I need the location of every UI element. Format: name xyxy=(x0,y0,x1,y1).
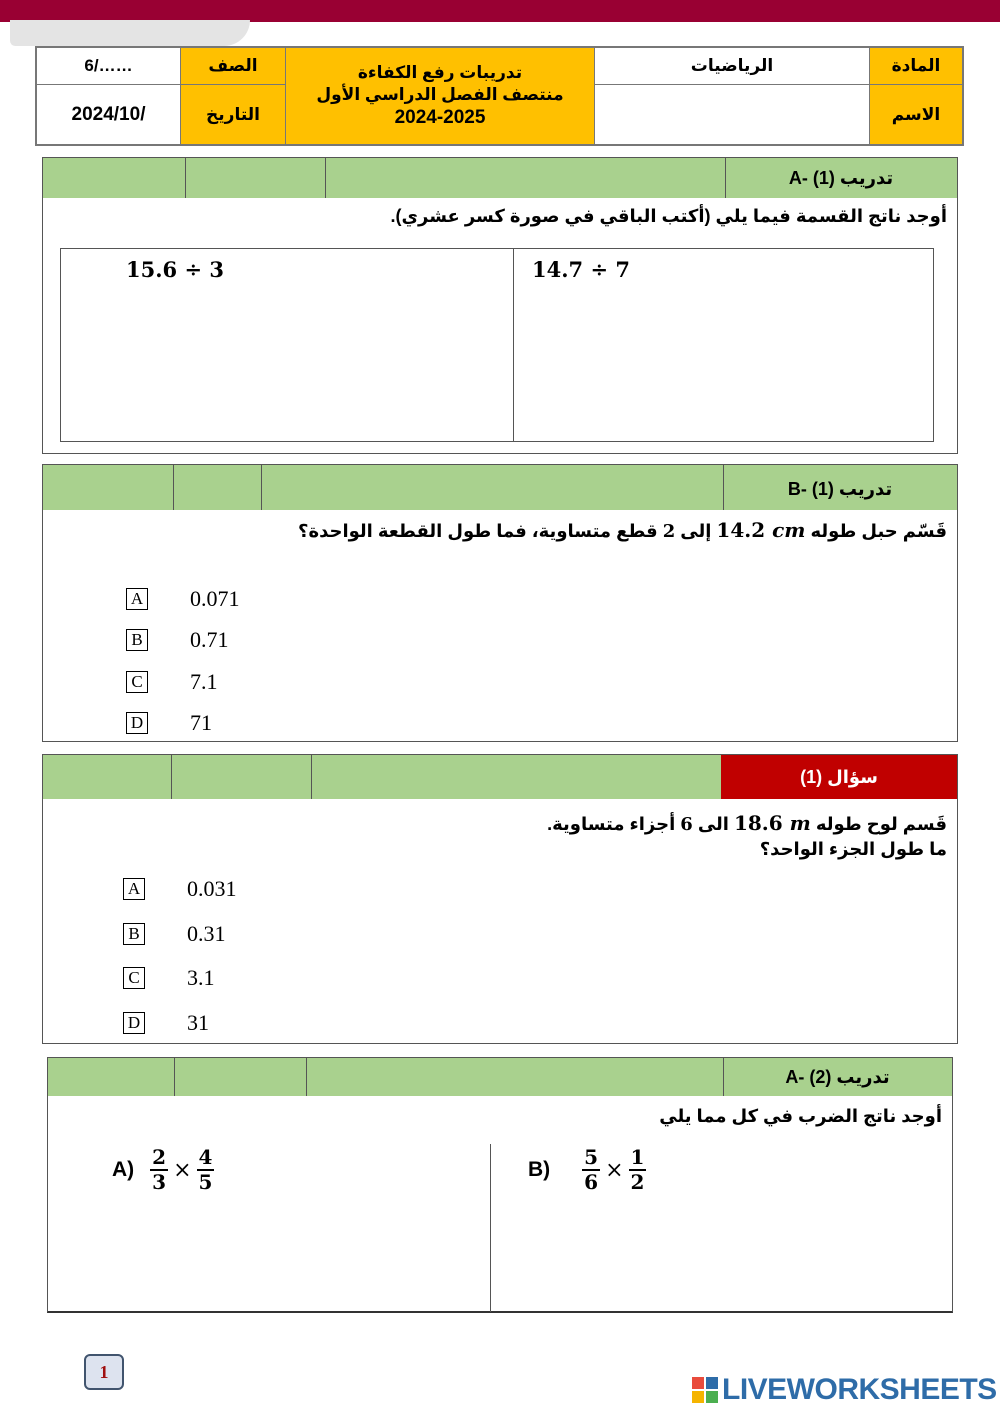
title-line-1: تدريبات رفع الكفاءة xyxy=(357,62,523,82)
section-2-label: تدريب (1) -B xyxy=(787,479,893,499)
option-d[interactable]: D 31 xyxy=(123,1011,145,1035)
section-2-body xyxy=(42,510,958,742)
top-banner xyxy=(0,0,1000,22)
title-line-2: منتصف الفصل الدراسي الأول xyxy=(316,84,564,104)
date-value: 2024/10/ xyxy=(36,84,181,145)
section-4-header xyxy=(47,1057,953,1097)
option-c[interactable]: C 7.1 xyxy=(126,670,148,694)
option-b[interactable]: B 0.71 xyxy=(126,628,148,652)
section-1-body xyxy=(42,198,958,454)
name-value[interactable] xyxy=(594,84,870,145)
top-banner-tab xyxy=(10,20,250,46)
section-1-label: تدريب (1) -A xyxy=(788,167,894,188)
section-3-label: سؤال (1) xyxy=(721,755,957,799)
section-4-body xyxy=(47,1096,953,1313)
logo-text: LIVEWORKSHEETS xyxy=(722,1373,997,1406)
subject-value: الرياضيات xyxy=(594,47,870,85)
name-label: الاسم xyxy=(869,84,963,145)
multiplication-problem-b: B) $\frac{5}{6}$ × $\frac{1}{2}$ xyxy=(528,1145,645,1194)
option-b[interactable]: B 0.31 xyxy=(123,922,145,946)
worksheet-title xyxy=(285,47,595,145)
class-value: 6/…… xyxy=(36,47,181,85)
section-3-question: قَسم لوح طوله 18.6 m الى 6 أجزاء متساوية. xyxy=(547,811,947,835)
rope-length: 14.2 cm xyxy=(716,518,806,542)
liveworksheets-logo[interactable] xyxy=(692,1372,997,1408)
page-number: 1 xyxy=(84,1354,124,1390)
section-3-question-line-2: ما طول الجزء الواحد؟ xyxy=(759,839,947,859)
section-1-instruction: أوجد ناتج القسمة فيما يلي (أكتب الباقي في صورة كسر عشري). xyxy=(390,206,947,226)
section-4-label: تدريب (2) -A xyxy=(785,1066,890,1087)
subject-label: المادة xyxy=(869,47,963,85)
class-label: الصف xyxy=(180,47,286,85)
board-length: 18.6 m xyxy=(733,811,811,835)
option-a[interactable]: A 0.031 xyxy=(123,877,145,901)
section-3-body xyxy=(42,799,958,1044)
date-label: التاريخ xyxy=(180,84,286,145)
section-3-header xyxy=(42,754,958,800)
section-2-header xyxy=(42,464,958,511)
option-c[interactable]: C 3.1 xyxy=(123,966,145,990)
option-a[interactable]: A 0.071 xyxy=(126,587,148,611)
header-table xyxy=(35,46,964,146)
section-2-question: قَسّم حبل طوله 14.2 cm إلى 2 قطع متساوية، فما طول القطعة الواحدة؟ xyxy=(298,518,947,542)
multiplication-problem-a: A) $\frac{2}{3}$ × $\frac{4}{5}$ xyxy=(112,1145,213,1194)
section-1-header xyxy=(42,157,958,199)
section-4-instruction: أوجد ناتج الضرب في كل مما يلي xyxy=(659,1106,942,1126)
title-line-3: 2024-2025 xyxy=(394,106,486,128)
division-work-area xyxy=(60,248,934,442)
option-d[interactable]: D 71 xyxy=(126,711,148,735)
division-problem-2: 14.7 ÷ 7 xyxy=(532,257,630,282)
logo-icon xyxy=(692,1377,718,1403)
division-problem-1: 15.6 ÷ 3 xyxy=(126,257,224,282)
